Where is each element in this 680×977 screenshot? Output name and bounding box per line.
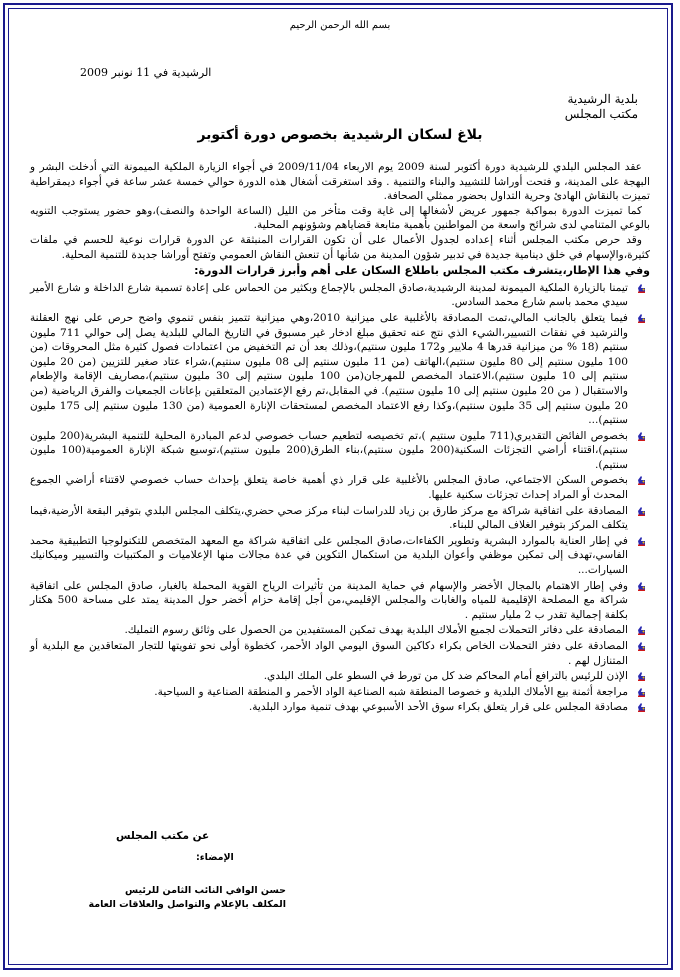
intro-paragraph: وقد حرص مكتب المجلس أثناء إعداده لجدول الأعمال على أن تكون القرارات المنبثقة عن الدورة قرارات نوعية للحسم في ملفات كثيرة،والإسهام في خلق دينامية جديدة في تدبير شؤون المدينة من شأنها أن تنعش النقاش العمومي وتفتح أوراشا جديدة للتنمية المحلية. <box>30 233 650 261</box>
issuer-municipality: بلدية الرشيدية <box>567 92 638 106</box>
decision-item <box>30 639 628 668</box>
decision-item <box>30 311 628 428</box>
pointing-hand-icon <box>637 702 646 713</box>
pointing-hand-icon <box>637 506 646 517</box>
document-date: الرشيدية في 11 نونبر 2009 <box>80 66 212 79</box>
decision-text: المصادقة على اتفاقية شراكة مع مركز طارق بن زياد للدراسات لبناء مركز صحي حضري،يتكلف المجلس البلدي بتوفير البقعة الأرضية،فيما يتكلف المركز بتوفير الغلاف المالي للبناء. <box>30 504 628 532</box>
decision-text: وفي إطار الاهتمام بالمجال الأخضر والإسهام في حماية المدينة من تأثيرات الرياح القوية المحملة بالغبار، صادق المجلس على اتفاقية شراكة مع المصلحة الإقليمية للمياه والغابات والمجلس الإقليمي،من أجل إقامة حزام أخضر حول المدينة يمتد على مساحة 500 هكتار بكلفة إجمالية تقدر ب 2 مليار سنتيم . <box>30 579 628 621</box>
pointing-hand-icon <box>637 431 646 442</box>
pointing-hand-icon <box>637 313 646 324</box>
section-heading: وفي هذا الإطار،يتشرف مكتب المجلس باطلاع السكان على أهم وأبرز قرارات الدورة: <box>194 264 650 278</box>
decision-text: المصادقة على دفتر التحملات الخاص بكراء دكاكين السوق اليومي الواد الأحمر، كخطوة أولى نحو تفويتها للتجار المتعاقدين مع البلدية أو المتنازل لهم . <box>30 640 628 667</box>
pointing-hand-icon <box>637 641 646 652</box>
pointing-hand-icon <box>637 581 646 592</box>
intro-paragraph: عقد المجلس البلدي للرشيدية دورة أكتوبر لسنة 2009 يوم الاربعاء 2009/11/04 في أجواء الزيارة الملكية الميمونة التي أدخلت البشر و البهجة على المدينة، و فتحت أوراشا للتشييد والبناء والتنمية . وقد استغرقت أشغال هذه الدورة حوالي خمسة عشر ساعة في أجواء ديمقراطية تميزت بالنقاش الهادئ وحرية التداول بحضور ممثلي الصحافة. <box>30 161 650 203</box>
decision-text: في إطار العناية بالموارد البشرية وتطوير الكفاءات،صادق المجلس على اتفاقية شراكة مع المعهد المتخصص للتكنولوجيا التطبيقية محمد الفاسي،تهدف إلى تمكين موظفي وأعوان البلدية من استكمال التكوين في عدة مجالات منها الإعلاميات و المكتبيات والتسيير وميكانيك السيارات... <box>30 534 628 577</box>
pointing-hand-icon <box>637 671 646 682</box>
pointing-hand-icon <box>637 475 646 486</box>
decision-text: الإذن للرئيس بالترافع أمام المحاكم ضد كل من تورط في السطو على الملك البلدي. <box>263 670 628 683</box>
document-body <box>30 160 650 716</box>
pointing-hand-icon <box>637 283 646 294</box>
pointing-hand-icon <box>637 536 646 547</box>
decision-item <box>30 623 628 638</box>
decision-item <box>30 579 628 623</box>
signatory-name: حسن الوافي النائب الثامن للرئيس <box>125 885 286 896</box>
decision-item <box>30 429 628 473</box>
pointing-hand-icon <box>637 625 646 636</box>
decision-item <box>30 281 628 310</box>
decision-text: بخصوص الفائض التقديري(711 مليون سنتيم )،تم تخصيصه لتطعيم حساب خصوصي لدعم المبادرة المحلية للتنمية البشرية(200 مليون سنتيم)،اقتناء أراضي التجزئات السكنية(200 مليون سنتيم)،بناء الطرق(200 مليون سنتيم)،توسيع شبكة الإنارة العمومية(100 مليون سنتيم). <box>30 429 629 471</box>
signature-label: الإمضاء: <box>196 852 234 863</box>
signatory-role: المكلف بالإعلام والتواصل والعلاقات العامة <box>88 899 286 910</box>
decision-item <box>30 473 628 502</box>
signatory-block <box>66 884 286 912</box>
decision-text: تيمنا بالزيارة الملكية الميمونة لمدينة الرشيدية،صادق المجلس بالإجماع وبكثير من الحماس على إعادة تسمية شارع الداخلة و شارع الأمير سيدي محمد باسم شارع محمد السادس. <box>30 281 628 309</box>
decision-item <box>30 669 628 684</box>
decision-item <box>30 504 628 533</box>
decision-text: فيما يتعلق بالجانب المالي،تمت المصادقة بالأغلبية على ميزانية 2010،وهي ميزانية تتميز بنفس تنموي واضح حرص على نهج العقلنة والترشيد في نفقات التسيير،الشيء الذي نتج عنه تحقيق مبلغ ادخار غير مسبوق في التاريخ المالي للبلدية يصل إلى حوالي 711 مليون سنتيم (18 % من ميزانية قدرها 4 ملايير و172 مليون سنتيم)،وذلك بعد أن تم التخفيض من اعتمادات فصول كثيرة مثل المحروقات (من 100 مليون سنتيم إلى 80 مليون سنتيم)،الهاتف (من 11 مليون سنتيم إلى 08 مليون سنتيم)،شراء عتاد صغير للتزيين (من 20 مليون سنتيم إلى 10 مليون سنتيم)،الاعتماد المخصص للمهرجان(من 100 مليون سنتيم إلى 30 مليون سنتيم)،مصاريف الإقامة والإطعام والاستقبال ( من 20 مليون سنتيم إلى 10 مليون سنتيم). في المقابل،تم رفع الإعتمادين المتعلقين بإعانات الجمعيات والفرق الرياضية (من 20 مليون سنتيم إلى 35 مليون سنتيم)،وكذا رفع الاعتماد المخصص لمستحقات الإنارة العمومية (من 130 مليون سنتيم إلى 175 مليون سنتيم)... <box>30 311 628 427</box>
decision-text: بخصوص السكن الاجتماعي، صادق المجلس بالأغلبية على قرار ذي أهمية خاصة يتعلق بإحداث حساب خصوصي لاقتناء أراضي الجموع المحدث أو المراد إحداث تجزئات سكنية عليها. <box>30 474 628 502</box>
decision-text: المصادقة على دفاتر التحملات لجميع الأملاك البلدية بهدف تمكين المستفيدين من الحصول على وثائق رسوم التمليك. <box>124 624 628 637</box>
intro-paragraph: كما تميزت الدورة بمواكبة جمهور عريض لأشغالها إلى غاية وقت متأخر من الليل (الساعة الواحدة والنصف)،وهو حضور يستوجب التنويه بالوعي المتنامي لدى شرائح واسعة من المواطنين بأهمية متابعة قضاياهم وشؤونهم المحلية. <box>30 204 650 232</box>
issuer-block <box>565 92 638 122</box>
decision-item <box>30 700 628 715</box>
decision-item <box>30 685 628 700</box>
pointing-hand-icon <box>637 687 646 698</box>
decision-item <box>30 534 628 578</box>
decisions-list <box>30 281 650 715</box>
decision-text: مراجعة أثمنة بيع الأملاك البلدية و خصوصا المنطقة شبه الصناعية الواد الأحمر و المنطقة الصناعية و السياحية. <box>154 685 628 698</box>
issuer-office: مكتب المجلس <box>564 107 638 121</box>
document-title: بلاغ لسكان الرشيدية بخصوص دورة أكتوبر <box>197 127 483 143</box>
decision-text: مصادقة المجلس على قرار يتعلق بكراء سوق الأحد الأسبوعي بهدف تنمية موارد البلدية. <box>248 701 628 714</box>
basmala: بسم الله الرحمن الرحيم <box>289 20 391 31</box>
on-behalf-label: عن مكتب المجلس <box>116 830 210 842</box>
